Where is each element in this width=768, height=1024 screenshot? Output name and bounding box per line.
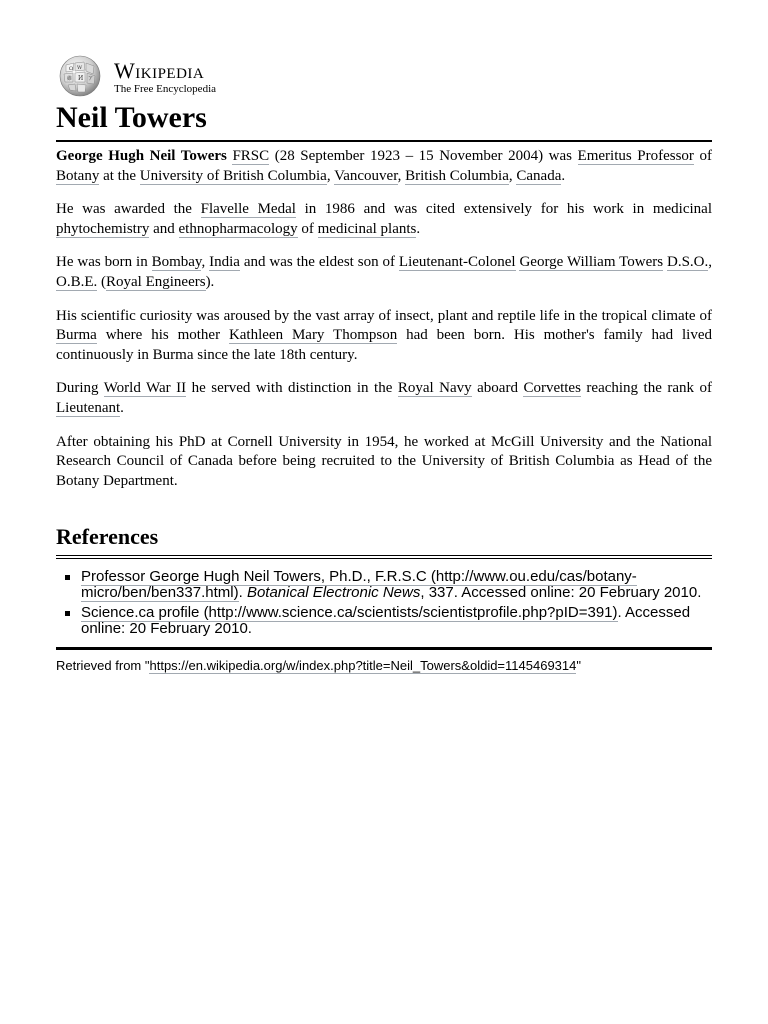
- paragraph-military: During World War II he served with distinction in the Royal Navy aboard Corvettes reaching the rank of Lieutenant.: [56, 380, 712, 416]
- link-frsc[interactable]: FRSC: [232, 148, 270, 164]
- link-medicinal-plants[interactable]: medicinal plants: [317, 220, 417, 237]
- link-india[interactable]: India: [209, 254, 240, 271]
- link-phytochemistry[interactable]: phytochemistry: [56, 220, 150, 237]
- wordmark-tagline: The Free Encyclopedia: [114, 82, 217, 95]
- subject-name: George Hugh Neil Towers: [56, 148, 227, 164]
- link-world-war-ii[interactable]: World War II: [103, 380, 187, 397]
- paragraph-awards: He was awarded the Flavelle Medal in 1986 and was cited extensively for his work in medicinal phytochemistry and ethnopharmacology of medicinal plants.: [56, 201, 712, 237]
- reference-source: Botanical Electronic News: [246, 584, 421, 602]
- link-corvettes[interactable]: Corvettes: [523, 380, 581, 397]
- link-canada[interactable]: Canada: [516, 167, 562, 184]
- link-british-columbia[interactable]: British Columbia: [405, 167, 509, 184]
- link-george-william-towers[interactable]: George William Towers: [519, 254, 664, 271]
- article-page: [56, 54, 712, 673]
- reference-link-ou[interactable]: Professor George Hugh Neil Towers, Ph.D., F.R.S.C (http://www.ou.edu/cas/botany-micro/ben/ben337.html): [81, 568, 637, 602]
- references-list: [56, 569, 712, 637]
- link-vancouver[interactable]: Vancouver: [334, 167, 398, 184]
- link-bombay[interactable]: Bombay: [151, 254, 202, 271]
- link-ethnopharmacology[interactable]: ethnopharmacology: [178, 220, 298, 237]
- reference-item: Professor George Hugh Neil Towers, Ph.D., F.R.S.C (http://www.ou.edu/cas/botany-micro/ben/ben337.html). Botanical Electronic News, 337. Accessed online: 20 February 2010.: [81, 569, 712, 601]
- paragraph-intro: George Hugh Neil Towers FRSC (28 September 1923 – 15 November 2004) was Emeritus Professor of Botany at the University of British Columbia, Vancouver, British Columbia, Canada.: [56, 148, 713, 184]
- link-burma[interactable]: Burma: [56, 327, 97, 344]
- link-obe[interactable]: O.B.E.: [56, 273, 98, 290]
- svg-text:ア: ア: [88, 76, 94, 82]
- reference-link-science-ca[interactable]: Science.ca profile (http://www.science.ca/scientists/scientistprofile.php?pID=391): [81, 604, 618, 622]
- wordmark: [114, 58, 216, 95]
- link-ubc[interactable]: University of British Columbia: [139, 167, 327, 184]
- link-royal-navy[interactable]: Royal Navy: [397, 380, 472, 397]
- article-body: [56, 147, 712, 491]
- reference-item: Science.ca profile (http://www.science.ca/scientists/scientistprofile.php?pID=391). Accessed online: 20 February 2010.: [81, 605, 712, 637]
- paragraph-curiosity: His scientific curiosity was aroused by the vast array of insect, plant and reptile life in the tropical climate of Burma where his mother Kathleen Mary Thompson had been born. His mother's family had lived continuously in Burma since the late 18th century.: [56, 307, 713, 363]
- link-botany[interactable]: Botany: [56, 167, 100, 184]
- paragraph-birth: He was born in Bombay, India and was the eldest son of Lieutenant-Colonel George William Towers D.S.O., O.B.E. (Royal Engineers).: [56, 254, 713, 290]
- svg-text:維: 維: [67, 76, 73, 82]
- link-royal-engineers[interactable]: Royal Engineers: [106, 273, 206, 290]
- wordmark-name: Wikipedia: [114, 57, 205, 83]
- link-dso[interactable]: D.S.O.: [667, 254, 709, 271]
- references-heading: References: [56, 523, 712, 559]
- link-lieutenant-colonel[interactable]: Lieutenant-Colonel: [398, 254, 516, 271]
- svg-text:Ω: Ω: [69, 66, 74, 72]
- page-title: Neil Towers: [56, 100, 712, 142]
- svg-text:W: W: [77, 65, 83, 71]
- link-emeritus-professor[interactable]: Emeritus Professor: [577, 148, 694, 164]
- svg-text:И: И: [78, 75, 84, 82]
- link-kathleen-mary-thompson[interactable]: Kathleen Mary Thompson: [228, 327, 398, 344]
- link-lieutenant[interactable]: Lieutenant: [56, 399, 121, 416]
- link-flavelle-medal[interactable]: Flavelle Medal: [200, 201, 296, 218]
- retrieved-from: Retrieved from "https://en.wikipedia.org/w/index.php?title=Neil_Towers&oldid=1145469314": [56, 647, 712, 673]
- paragraph-career: After obtaining his PhD at Cornell University in 1954, he worked at McGill University and the National Research Council of Canada before being recruited to the University of British Columbia as Head of the Botany Department.: [56, 433, 712, 489]
- masthead: [56, 54, 712, 98]
- retrieved-url-link[interactable]: https://en.wikipedia.org/w/index.php?title=Neil_Towers&oldid=1145469314: [149, 658, 577, 674]
- wikipedia-globe-icon[interactable]: [56, 55, 104, 97]
